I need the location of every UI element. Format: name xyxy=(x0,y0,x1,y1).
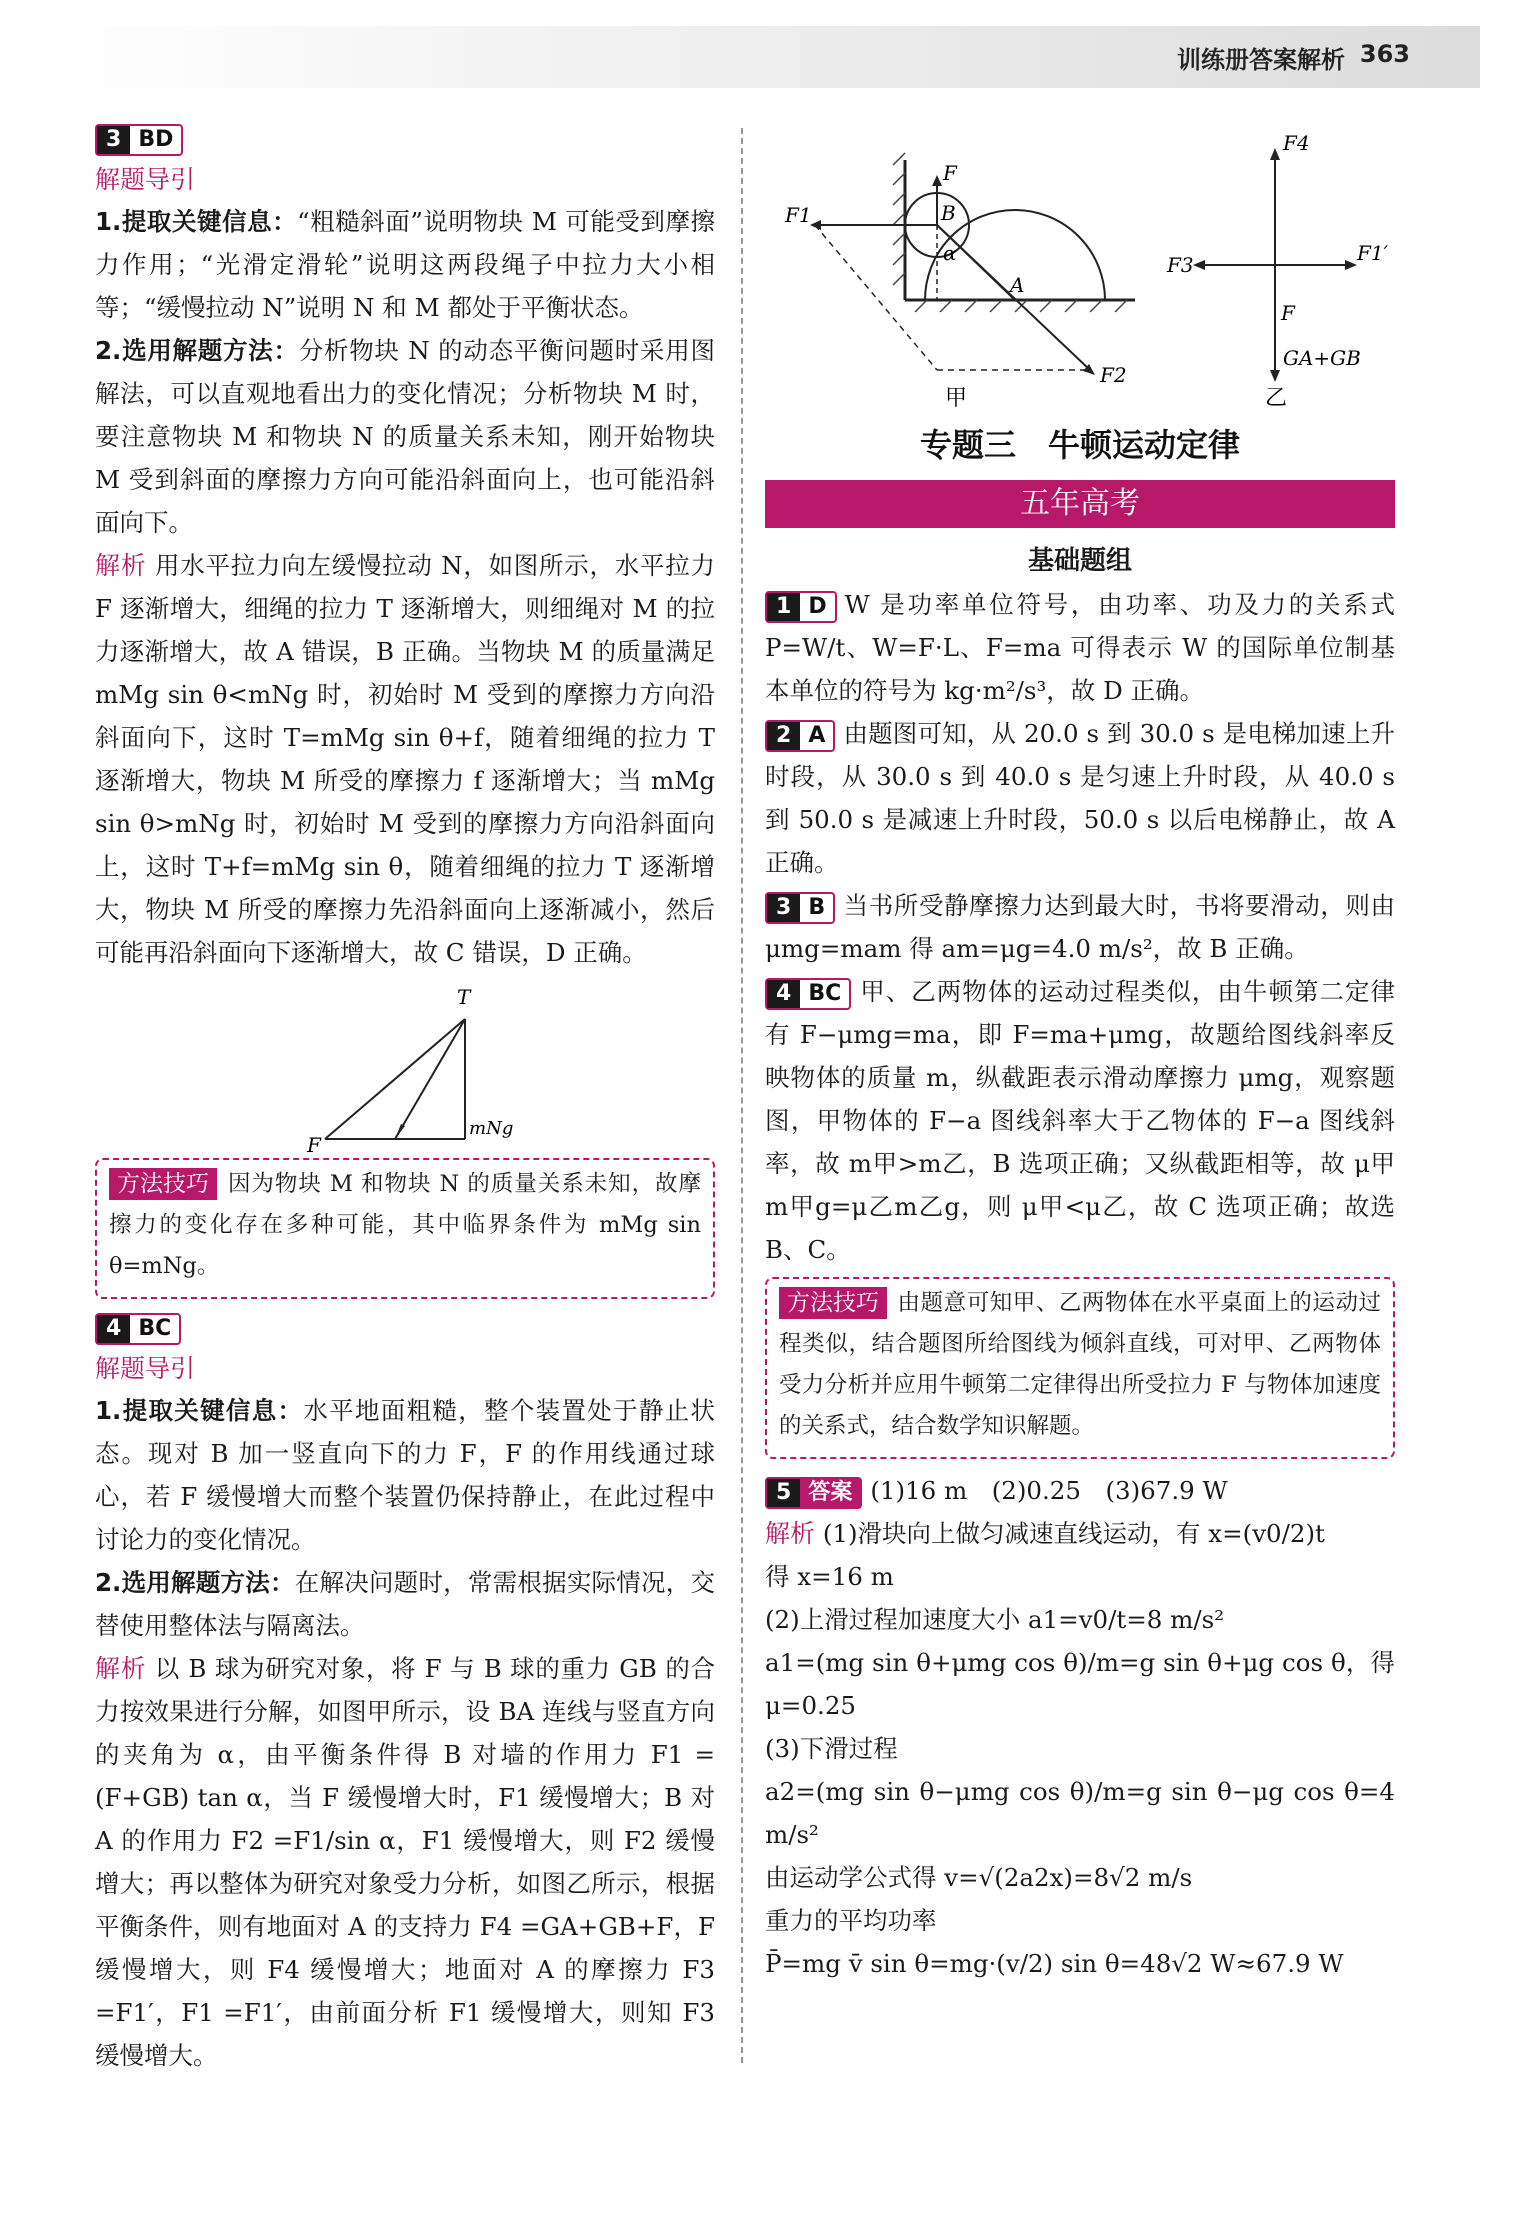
q3-guide-p1: 1.提取关键信息：“粗糙斜面”说明物块 M 可能受到摩擦力作用；“光滑定滑轮”说明这两段绳子中拉力大小相等；“缓慢拉动 N”说明 N 和 M 都处于平衡状态。 xyxy=(95,207,715,322)
q4-figure-jia-yi xyxy=(765,120,1395,410)
r-q5-line4: a1=(mg sin θ+μmg cos θ)/m=g sin θ+μg cos θ，得 μ=0.25 xyxy=(765,1648,1395,1720)
header-title: 训练册答案解析 xyxy=(1177,46,1345,74)
r-q3: 3 B 当书所受静摩擦力达到最大时，书将要滑动，则由 μmg=mam 得 am=μg=4.0 m/s²，故 B 正确。 xyxy=(765,891,1395,963)
column-divider xyxy=(741,128,743,2063)
r-q4-tip-box xyxy=(765,1277,1395,1459)
fig-jia-caption: 甲 xyxy=(945,386,968,410)
r-q5-tag: 5 答案 xyxy=(765,1477,862,1509)
r-q5-line3: (2)上滑过程加速度大小 a1=v0/t=8 m/s² xyxy=(765,1605,1225,1634)
q3-guide-title: 解题导引 xyxy=(95,165,196,194)
label-mg: mNg xyxy=(469,1118,514,1139)
r-q4-tip-text: 由题意可知甲、乙两物体在水平桌面上的运动过程类似，结合题图所给图线为倾斜直线，可对甲、乙两物体受力分析并应用牛顿第二定律得出所受拉力 F 与物体加速度的关系式，结合数学知识解题。 xyxy=(779,1290,1381,1439)
r-q5-line2: 得 x=16 m xyxy=(765,1562,894,1591)
r-q2-tag: 2 A xyxy=(765,720,835,752)
q4-analysis: 解析 以 B 球为研究对象，将 F 与 B 球的重力 GB 的合力按效果进行分解，如图甲所示，设 BA 连线与竖直方向的夹角为 α，由平衡条件得 B 对墙的作用力 F1 =(F+GB) tan α，当 F 缓慢增大时，F1 缓慢增大；B 对 A 的作用力 F2 =F1/sin α，F1 缓慢增大，则 F2 缓慢增大；再以整体为研究对象受力分析，如图乙所示，根据平衡条件，则有地面对 A 的支持力 F4 =GA+GB+F，F 缓慢增大，则 F4 缓慢增大；地面对 A 的摩擦力 F3 =F1′，F1 =F1′，由前面分析 F1 缓慢增大，则知 F3 缓慢增大。 xyxy=(95,1654,715,2070)
topic-title: 专题三 牛顿运动定律 xyxy=(919,426,1240,464)
q3-guide-p2: 2.选用解题方法：分析物块 N 的动态平衡问题时采用图解法，可以直观地看出力的变化情况；分析物块 M 时，要注意物块 M 和物块 N 的质量关系未知，刚开始物块 M 受到斜面的摩擦力方向可能沿斜面向上，也可能沿斜面向下。 xyxy=(95,336,715,537)
fig-jia-F1: F1 xyxy=(785,203,812,227)
page-number: 363 xyxy=(1359,40,1410,68)
r-q4-tag: 4 BC xyxy=(765,978,851,1010)
r-q5-line8: 重力的平均功率 xyxy=(765,1906,937,1935)
r-q3-tag: 3 B xyxy=(765,892,835,924)
q3-tip-box xyxy=(95,1158,715,1299)
q4-guide-p2: 2.选用解题方法：在解决问题时，常需根据实际情况，交替使用整体法与隔离法。 xyxy=(95,1568,715,1640)
fig-yi-GAGB: GA+GB xyxy=(1283,346,1361,370)
fig-jia-B: B xyxy=(941,201,956,225)
q4-guide-title: 解题导引 xyxy=(95,1354,196,1383)
r-q5-line7: 由运动学公式得 v=√(2a2x)=8√2 m/s xyxy=(765,1863,1193,1892)
fig-yi-F: F xyxy=(1281,301,1295,325)
fig-yi-F3: F3 xyxy=(1167,253,1194,277)
fig-jia-F: F xyxy=(943,161,957,185)
r-q5-line6: a2=(mg sin θ−μmg cos θ)/m=g sin θ−μg cos θ=4 m/s² xyxy=(765,1777,1395,1849)
r-q4: 4 BC 甲、乙两物体的运动过程类似，由牛顿第二定律有 F−μmg=ma，即 F=ma+μmg，故题给图线斜率反映物体的质量 m，纵截距表示滑动摩擦力 μmg，观察题图，甲物体的 F−a 图线斜率大于乙物体的 F−a 图线斜率，故 m甲>m乙，B 选项正确；又纵截距相等，故 μ甲m甲g=μ乙m乙g，则 μ甲<μ乙，故 C 选项正确；故选 B、C。 xyxy=(765,977,1395,1264)
q3-header xyxy=(95,124,715,156)
group-title: 基础题组 xyxy=(1027,546,1132,576)
q3-analysis: 解析 用水平拉力向左缓慢拉动 N，如图所示，水平拉力 F 逐渐增大，细绳的拉力 T 逐渐增大，则细绳对 M 的拉力逐渐增大，故 A 错误，B 正确。当物块 M 的质量满足 mMg sin θ<mNg 时，初始时 M 受到的摩擦力方向沿斜面向下，这时 T=mMg sin θ+f，随着细绳的拉力 T 逐渐增大，物块 M 所受的摩擦力 f 逐渐增大；当 mMg sin θ>mNg 时，初始时 M 受到的摩擦力方向沿斜面向上，这时 T+f=mMg sin θ，随着细绳的拉力 T 逐渐增大，物块 M 所受的摩擦力先沿斜面向上逐渐减小，然后可能再沿斜面向下逐渐增大，故 C 错误，D 正确。 xyxy=(95,551,715,967)
q3-tip-label: 方法技巧 xyxy=(109,1168,217,1200)
q4-guide-p1: 1.提取关键信息：水平地面粗糙，整个装置处于静止状态。现对 B 加一竖直向下的力 F，F 的作用线通过球心，若 F 缓慢增大而整个装置仍保持静止，在此过程中讨论力的变化情况。 xyxy=(95,1396,715,1554)
fig-yi-F1p: F1′ xyxy=(1357,241,1389,265)
right-column xyxy=(765,120,1395,1985)
fig-jia-F2: F2 xyxy=(1100,363,1127,387)
r-q5-line5: (3)下滑过程 xyxy=(765,1734,898,1763)
fig-jia-alpha: α xyxy=(943,241,957,265)
r-q5-line1: 解析 (1)滑块向上做匀减速直线运动，有 x=(v0/2)t xyxy=(765,1519,1325,1548)
r-q1-tag: 1 D xyxy=(765,591,837,623)
q3-force-triangle-figure xyxy=(95,974,715,1154)
r-q1: 1 D W 是功率单位符号，由功率、功及力的关系式 P=W/t、W=F·L、F=ma 可得表示 W 的国际单位制基本单位的符号为 kg·m²/s³，故 D 正确。 xyxy=(765,590,1395,705)
section-banner: 五年高考 xyxy=(765,480,1395,528)
q3-tag: 3 BD xyxy=(95,124,183,156)
fig-jia-A: A xyxy=(1010,273,1025,297)
q4-header xyxy=(95,1313,715,1345)
r-q4-tip-label: 方法技巧 xyxy=(779,1287,887,1319)
label-F: F xyxy=(307,1133,321,1154)
label-T: T xyxy=(457,985,471,1009)
q4-tag: 4 BC xyxy=(95,1313,181,1345)
left-column xyxy=(95,120,715,2077)
q3-tip-text: 因为物块 M 和物块 N 的质量关系未知，故摩擦力的变化存在多种可能，其中临界条件为 mMg sin θ=mNg。 xyxy=(109,1171,701,1279)
r-q5-answers: 5 答案 (1)16 m (2)0.25 (3)67.9 W xyxy=(765,1469,1395,1512)
r-q2: 2 A 由题图可知，从 20.0 s 到 30.0 s 是电梯加速上升时段，从 30.0 s 到 40.0 s 是匀速上升时段，从 40.0 s 到 50.0 s 是减速上升时段，50.0 s 以后电梯静止，故 A 正确。 xyxy=(765,719,1395,877)
fig-yi-caption: 乙 xyxy=(1265,386,1288,410)
r-q5-line9: P̄=mg v̄ sin θ=mg·(v/2) sin θ=48√2 W≈67.9 W xyxy=(765,1949,1344,1978)
fig-yi-F4: F4 xyxy=(1283,131,1310,155)
